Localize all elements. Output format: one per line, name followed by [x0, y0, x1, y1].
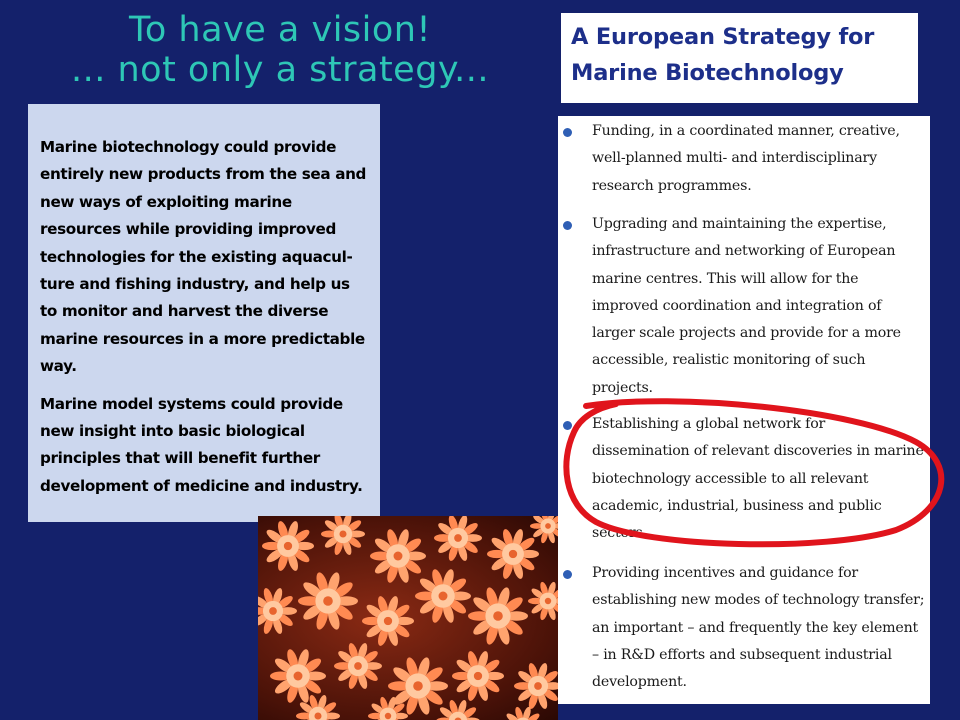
left-paragraph-2: Marine model systems could provide new insight into basic biological principles that will benefit further development of medicine and industry. — [40, 394, 363, 495]
coral-polyp — [434, 516, 482, 562]
coral-polyp — [415, 568, 471, 624]
coral-polyp — [270, 648, 326, 704]
strategy-title-line1: A European Strategy for — [571, 24, 875, 50]
left-text-panel — [28, 104, 380, 522]
coral-polyp — [514, 662, 558, 710]
coral-polyp — [334, 642, 382, 690]
strategy-bullet-text: Establishing a global network for dissemination of relevant discoveries in marine biotechnology accessible to all relevant academic, industrial, business and public sectors. — [592, 416, 924, 542]
slide-title — [0, 10, 560, 90]
bullet-dot-icon — [563, 421, 572, 430]
slide-title-line2: ... not only a strategy... — [70, 50, 490, 90]
coral-polyp — [362, 595, 414, 647]
coral-polyp — [262, 520, 314, 572]
strategy-bullet-text: Providing incentives and guidance for establishing new modes of technology transfer; an important – and frequently the key element – in R&D efforts and subsequent industrial development. — [592, 565, 925, 691]
coral-polyp — [503, 706, 543, 720]
coral-polyp — [298, 571, 358, 631]
strategy-title-line2: Marine Biotechnology — [571, 60, 844, 86]
coral-polyps-image — [258, 516, 558, 720]
coral-polyp — [452, 650, 504, 702]
bullet-dot-icon — [563, 570, 572, 579]
coral-photo — [258, 516, 558, 720]
coral-polyp — [528, 581, 558, 621]
strategy-bullet-text: Funding, in a coordinated manner, creative, well-planned multi- and interdisciplinary research programmes. — [592, 123, 900, 194]
coral-polyp — [370, 528, 426, 584]
slide-title-line1: To have a vision! — [128, 10, 432, 50]
strategy-bullet-text: Upgrading and maintaining the expertise, infrastructure and networking of European marine centres. This will allow for the improved coordination and integration of larger scale projects and provide for a more accessible, realistic monitoring of such projects. — [592, 216, 901, 396]
coral-polyp — [258, 587, 297, 635]
strategy-bullets-panel — [558, 116, 930, 704]
coral-polyp — [468, 586, 528, 646]
left-paragraph-1: Marine biotechnology could provide entirely new products from the sea and new ways of exploiting marine resources while providing improved technologies for the existing aquacul-ture and fishing industry, and help us to monitor and harvest the diverse marine resources in a more predictable way. — [40, 138, 367, 376]
bullet-dot-icon — [563, 128, 572, 137]
bullet-dot-icon — [563, 221, 572, 230]
coral-polyp — [487, 528, 539, 580]
strategy-title-box — [561, 13, 918, 103]
coral-polyp — [321, 516, 365, 556]
